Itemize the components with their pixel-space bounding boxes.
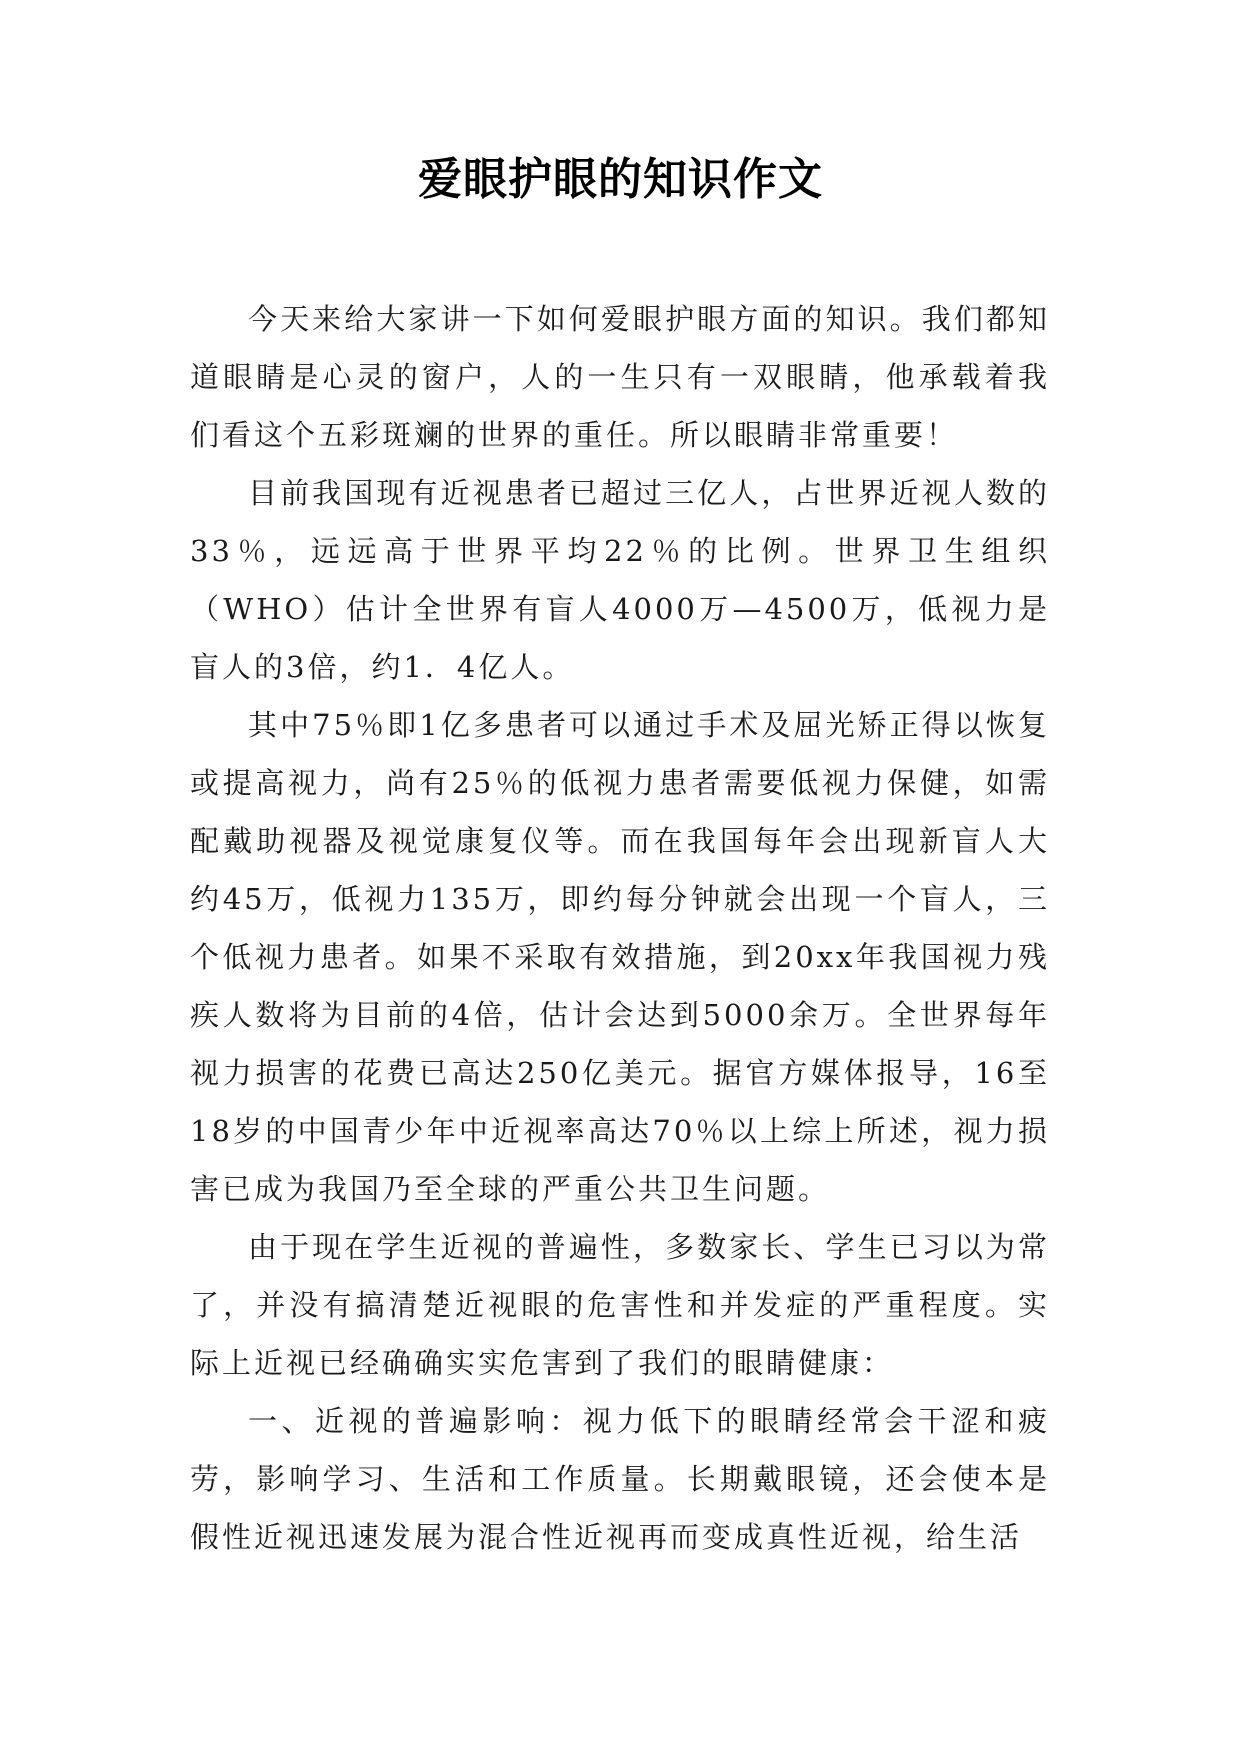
paragraph-treatment: 其中75％即1亿多患者可以通过手术及屈光矫正得以恢复或提高视力，尚有25％的低视力患者需要低视力保健，如需配戴助视器及视觉康复仪等。而在我国每年会出现新盲人大约45万，低视力135万，即约每分钟就会出现一个盲人，三个低视力患者。如果不采取有效措施，到20xx年我国视力残疾人数将为目前的4倍，估计会达到5000余万。全世界每年视力损害的花费已高达250亿美元。据官方媒体报导，16至18岁的中国青少年中近视率高达70％以上综上所述，视力损害已成为我国乃至全球的严重公共卫生问题。: [190, 708, 1050, 1206]
paragraph-statistics: 目前我国现有近视患者已超过三亿人，占世界近视人数的33％，远远高于世界平均22％的比例。世界卫生组织（WHO）估计全世界有盲人4000万—4500万，低视力是盲人的3倍，约1．4亿人。: [190, 476, 1050, 684]
paragraph-effects: 一、近视的普遍影响：视力低下的眼睛经常会干涩和疲劳，影响学习、生活和工作质量。长期戴眼镜，还会使本是假性近视迅速发展为混合性近视再而变成真性近视，给生活: [190, 1404, 1050, 1554]
document-title: 爱眼护眼的知识作文: [418, 154, 823, 205]
document-body: [190, 290, 1050, 1566]
paragraph-intro: 今天来给大家讲一下如何爱眼护眼方面的知识。我们都知道眼睛是心灵的窗户，人的一生只有一双眼睛，他承载着我们看这个五彩斑斓的世界的重任。所以眼睛非常重要！: [190, 302, 1050, 452]
paragraph-awareness: 由于现在学生近视的普遍性，多数家长、学生已习以为常了，并没有搞清楚近视眼的危害性和并发症的严重程度。实际上近视已经确确实实危害到了我们的眼睛健康：: [190, 1230, 1050, 1380]
